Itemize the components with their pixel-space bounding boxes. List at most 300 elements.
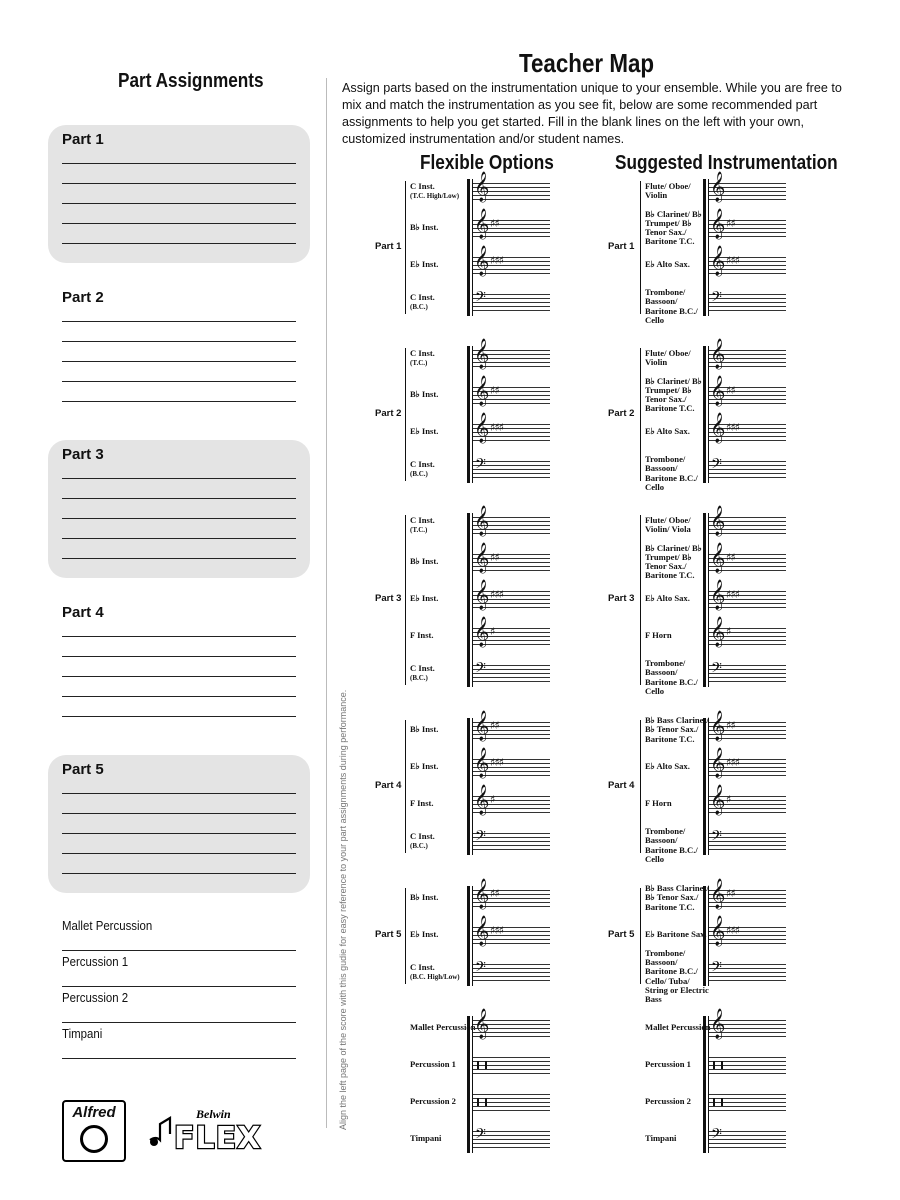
bass-clef-icon: 𝄢 xyxy=(475,828,486,848)
instrument-label xyxy=(645,377,711,414)
instrument-clef-note: (B.C. High/Low) xyxy=(410,973,460,981)
staff-line xyxy=(473,1094,550,1095)
key-signature-sharps: ♯ xyxy=(726,793,731,806)
instrument-name: B♭ Clarinet/ B♭ Trumpet/ B♭ Tenor Sax./ Baritone T.C. xyxy=(645,208,702,247)
key-signature-sharps: ♯♯♯ xyxy=(490,756,503,769)
bass-clef-icon: 𝄢 xyxy=(711,828,722,848)
assignment-write-line[interactable] xyxy=(62,696,296,697)
percussion-write-line[interactable] xyxy=(62,1058,296,1059)
instrument-label xyxy=(645,827,711,864)
music-staff xyxy=(709,916,786,946)
treble-clef-icon: 𝄞 xyxy=(474,339,490,369)
treble-clef-icon: 𝄞 xyxy=(474,617,490,647)
staff-line xyxy=(709,1069,786,1070)
part-assignment-label: Part 5 xyxy=(62,761,104,778)
staff-line xyxy=(473,1069,550,1070)
instrument-name: Percussion 1 xyxy=(645,1059,691,1070)
music-staff xyxy=(473,785,550,815)
staff-line xyxy=(709,681,786,682)
key-signature-sharps: ♯♯♯ xyxy=(726,421,739,434)
music-staff xyxy=(473,580,550,610)
assignment-write-line[interactable] xyxy=(62,636,296,637)
part-label-bracket xyxy=(405,515,406,685)
assignment-write-line[interactable] xyxy=(62,813,296,814)
instrument-label xyxy=(645,1060,711,1069)
belwin-logo-text: Belwin xyxy=(196,1107,231,1121)
assignment-write-line[interactable] xyxy=(62,341,296,342)
part-assignment-box xyxy=(48,125,310,263)
percussion-clef-icon xyxy=(713,1061,723,1069)
staff-line xyxy=(473,849,550,850)
music-staff xyxy=(709,828,786,849)
instrument-name: B♭ Inst. xyxy=(410,222,439,233)
music-staff xyxy=(473,209,550,239)
instrument-name: Trombone/ Bassoon/ Baritone B.C./ Cello xyxy=(645,287,698,325)
treble-clef-icon: 𝄞 xyxy=(710,580,726,610)
key-signature-sharps: ♯♯♯ xyxy=(726,254,739,267)
music-staff xyxy=(473,172,550,202)
instrument-name: F Inst. xyxy=(410,798,434,809)
percussion-assignment-label: Percussion 2 xyxy=(62,990,129,1005)
instrument-clef-note: (B.C.) xyxy=(410,674,428,682)
percussion-write-line[interactable] xyxy=(62,950,296,951)
bass-clef-icon: 𝄢 xyxy=(475,660,486,680)
instrument-name: C Inst. xyxy=(410,961,435,972)
staff-line xyxy=(709,477,786,478)
treble-clef-icon: 𝄞 xyxy=(710,339,726,369)
key-signature-sharps: ♯♯ xyxy=(726,551,735,564)
music-staff xyxy=(709,959,786,980)
part-label-bracket xyxy=(405,720,406,853)
music-staff xyxy=(473,339,550,369)
treble-clef-icon: 𝄞 xyxy=(474,879,490,909)
instrument-name: E♭ Alto Sax. xyxy=(645,761,690,772)
staff-line xyxy=(473,1110,550,1111)
percussion-write-line[interactable] xyxy=(62,986,296,987)
treble-clef-icon: 𝄞 xyxy=(474,916,490,946)
instrument-label xyxy=(645,594,711,603)
assignment-write-line[interactable] xyxy=(62,873,296,874)
key-signature-sharps: ♯♯ xyxy=(726,719,735,732)
flexible-options-title: Flexible Options xyxy=(420,152,554,174)
system-part-label: Part 4 xyxy=(375,779,402,791)
system-part-label: Part 2 xyxy=(375,407,402,419)
key-signature-sharps: ♯♯♯ xyxy=(726,756,739,769)
music-staff xyxy=(709,660,786,681)
system-part-label: Part 3 xyxy=(608,593,635,604)
instrument-label xyxy=(645,884,711,912)
music-staff xyxy=(709,748,786,778)
system-part-label: Part 3 xyxy=(375,593,402,604)
instrument-name: Timpani xyxy=(410,1133,442,1144)
bass-clef-icon: 𝄢 xyxy=(475,456,486,476)
assignment-write-line[interactable] xyxy=(62,243,296,244)
assignment-write-line[interactable] xyxy=(62,321,296,322)
instrument-label xyxy=(645,182,711,200)
instrument-label xyxy=(410,799,476,808)
instrument-name: Trombone/ Bassoon/ Baritone B.C./ Cello xyxy=(645,658,698,696)
music-staff xyxy=(709,209,786,239)
assignment-write-line[interactable] xyxy=(62,716,296,717)
key-signature-sharps: ♯♯♯ xyxy=(490,254,503,267)
music-note-icon xyxy=(150,1118,170,1140)
flex-logo-text: FLEX xyxy=(174,1121,262,1154)
assignment-write-line[interactable] xyxy=(62,183,296,184)
assignment-write-line[interactable] xyxy=(62,538,296,539)
part-label-bracket xyxy=(405,888,406,984)
music-staff xyxy=(473,1094,550,1110)
key-signature-sharps: ♯ xyxy=(490,793,495,806)
instrument-label xyxy=(645,930,711,939)
instrument-label xyxy=(410,460,476,479)
instrument-name: Flute/ Oboe/ Violin/ Viola xyxy=(645,514,691,534)
instrument-name: Timpani xyxy=(645,1133,677,1144)
music-staff xyxy=(709,785,786,815)
instrument-label xyxy=(645,799,711,808)
assignment-write-line[interactable] xyxy=(62,676,296,677)
instrument-name: Percussion 2 xyxy=(645,1096,691,1107)
instrument-name: F Horn xyxy=(645,798,672,809)
alfred-mark-icon xyxy=(80,1125,108,1153)
system-part-label: Part 5 xyxy=(375,929,402,940)
instrument-name: Trombone/ Bassoon/ Baritone B.C./ Cello xyxy=(645,454,698,492)
part-assignment-box xyxy=(48,440,310,578)
part-assignment-box xyxy=(48,598,310,736)
instrument-label xyxy=(645,659,711,696)
staff-line xyxy=(473,1073,550,1074)
intro-paragraph: Assign parts based on the instrumentation unique to your ensemble. While you are free to mix and match the instrumentation as you see fit, below are some recommended part assignments to help you get started. Fill in the blank lines on the left with your own, customized instrumentation and/or student names. xyxy=(342,81,842,146)
instrument-clef-note: (T.C. High/Low) xyxy=(410,192,460,200)
staff-line xyxy=(709,980,786,981)
instrument-name: Mallet Percussion xyxy=(410,1022,476,1033)
music-staff xyxy=(473,413,550,443)
instrument-name: Mallet Percussion xyxy=(645,1022,711,1033)
instrument-label xyxy=(410,664,476,683)
treble-clef-icon: 𝄞 xyxy=(474,376,490,406)
music-staff xyxy=(709,172,786,202)
part-label-bracket xyxy=(405,348,406,481)
assignment-write-line[interactable] xyxy=(62,853,296,854)
alfred-logo-text: Alfred xyxy=(72,1104,116,1121)
music-staff xyxy=(473,246,550,276)
instrument-label xyxy=(410,893,476,902)
percussion-assignment-label: Percussion 1 xyxy=(62,954,129,969)
instrument-name: Percussion 2 xyxy=(410,1096,456,1107)
treble-clef-icon: 𝄞 xyxy=(474,1009,490,1039)
staff-line xyxy=(473,1147,550,1148)
assignment-write-line[interactable] xyxy=(62,558,296,559)
music-staff xyxy=(709,1094,786,1110)
music-staff xyxy=(473,1057,550,1073)
staff-line xyxy=(709,849,786,850)
instrument-name: Trombone/ Bassoon/ Baritone B.C./ Cello/ Tuba/ String or Electric Bass xyxy=(645,948,709,1005)
staff-line xyxy=(473,980,550,981)
part-label-bracket xyxy=(405,181,406,314)
key-signature-sharps: ♯♯ xyxy=(490,551,499,564)
staff-line xyxy=(709,1147,786,1148)
instrument-name: E♭ Baritone Sax. xyxy=(645,929,707,940)
percussion-write-line[interactable] xyxy=(62,1022,296,1023)
instrument-label xyxy=(410,223,476,232)
treble-clef-icon: 𝄞 xyxy=(710,172,726,202)
treble-clef-icon: 𝄞 xyxy=(474,785,490,815)
assignment-write-line[interactable] xyxy=(62,401,296,402)
treble-clef-icon: 𝄞 xyxy=(710,711,726,741)
instrument-label xyxy=(645,210,711,247)
music-staff xyxy=(709,1057,786,1073)
assignment-write-line[interactable] xyxy=(62,793,296,794)
music-staff xyxy=(473,617,550,647)
instrument-label xyxy=(645,716,711,744)
music-staff xyxy=(473,748,550,778)
instrument-label xyxy=(645,631,711,640)
instrument-label xyxy=(645,949,711,1004)
assignment-write-line[interactable] xyxy=(62,163,296,164)
instrument-name: C Inst. xyxy=(410,514,435,525)
instrument-name: E♭ Inst. xyxy=(410,929,439,940)
treble-clef-icon: 𝄞 xyxy=(474,711,490,741)
music-staff xyxy=(709,506,786,536)
key-signature-sharps: ♯♯ xyxy=(726,217,735,230)
instrument-label xyxy=(645,762,711,771)
staff-line xyxy=(709,310,786,311)
instrument-label xyxy=(410,1134,476,1143)
key-signature-sharps: ♯♯♯ xyxy=(726,588,739,601)
assignment-write-line[interactable] xyxy=(62,478,296,479)
treble-clef-icon: 𝄞 xyxy=(710,1009,726,1039)
instrument-name: B♭ Inst. xyxy=(410,892,439,903)
instrument-name: C Inst. xyxy=(410,830,435,841)
treble-clef-icon: 𝄞 xyxy=(710,748,726,778)
percussion-assignment-label: Timpani xyxy=(62,1026,103,1041)
instrument-label xyxy=(410,349,476,368)
instrument-name: F Horn xyxy=(645,630,672,641)
instrument-label xyxy=(410,930,476,939)
instrument-label xyxy=(645,427,711,436)
instrument-name: C Inst. xyxy=(410,291,435,302)
music-staff xyxy=(473,828,550,849)
part-label-bracket xyxy=(640,348,641,481)
staff-line xyxy=(473,1106,550,1107)
instrument-name: B♭ Inst. xyxy=(410,724,439,735)
treble-clef-icon: 𝄞 xyxy=(710,376,726,406)
staff-line xyxy=(709,1110,786,1111)
suggested-instrumentation-title: Suggested Instrumentation xyxy=(615,152,838,174)
instrument-name: E♭ Alto Sax. xyxy=(645,259,690,270)
instrument-label xyxy=(645,1134,711,1143)
treble-clef-icon: 𝄞 xyxy=(474,413,490,443)
instrument-label xyxy=(410,293,476,312)
treble-clef-icon: 𝄞 xyxy=(474,506,490,536)
part-assignment-label: Part 2 xyxy=(62,289,104,306)
percussion-assignment-label: Mallet Percussion xyxy=(62,918,153,933)
assignment-write-line[interactable] xyxy=(62,381,296,382)
music-staff xyxy=(473,959,550,980)
part-label-bracket xyxy=(640,515,641,685)
assignment-write-line[interactable] xyxy=(62,833,296,834)
bass-clef-icon: 𝄢 xyxy=(711,660,722,680)
part-assignment-box xyxy=(48,283,310,421)
instrument-clef-note: (T.C.) xyxy=(410,359,428,367)
assignment-write-line[interactable] xyxy=(62,203,296,204)
instrument-name: E♭ Inst. xyxy=(410,593,439,604)
assignment-write-line[interactable] xyxy=(62,223,296,224)
key-signature-sharps: ♯♯ xyxy=(726,887,735,900)
assignment-write-line[interactable] xyxy=(62,656,296,657)
part-assignment-label: Part 3 xyxy=(62,446,104,463)
part-assignment-label: Part 1 xyxy=(62,131,104,148)
system-part-label: Part 5 xyxy=(608,929,635,940)
bass-clef-icon: 𝄢 xyxy=(711,1126,722,1146)
percussion-clef-icon xyxy=(477,1061,487,1069)
instrument-label xyxy=(410,631,476,640)
page-title: Teacher Map xyxy=(519,48,655,78)
instrument-name: B♭ Clarinet/ B♭ Trumpet/ B♭ Tenor Sax./ Baritone T.C. xyxy=(645,375,702,414)
instrument-name: B♭ Inst. xyxy=(410,556,439,567)
music-staff xyxy=(709,376,786,406)
instrument-label xyxy=(410,762,476,771)
treble-clef-icon: 𝄞 xyxy=(710,246,726,276)
instrument-label xyxy=(645,1023,711,1032)
instrument-label xyxy=(410,182,476,201)
instrument-label xyxy=(410,260,476,269)
treble-clef-icon: 𝄞 xyxy=(474,246,490,276)
assignment-write-line[interactable] xyxy=(62,498,296,499)
music-staff xyxy=(709,1126,786,1147)
instrument-name: B♭ Bass Clarinet/ B♭ Tenor Sax./ Baritone T.C. xyxy=(645,715,709,744)
system-bracket xyxy=(467,1016,470,1153)
instrument-name: C Inst. xyxy=(410,347,435,358)
music-staff xyxy=(473,456,550,477)
instrument-label xyxy=(410,516,476,535)
instrument-label xyxy=(410,557,476,566)
music-staff xyxy=(709,879,786,909)
treble-clef-icon: 𝄞 xyxy=(710,209,726,239)
instrument-label xyxy=(410,390,476,399)
key-signature-sharps: ♯♯♯ xyxy=(490,924,503,937)
treble-clef-icon: 𝄞 xyxy=(710,543,726,573)
column-divider xyxy=(326,78,327,1128)
instrument-name: E♭ Alto Sax. xyxy=(645,426,690,437)
key-signature-sharps: ♯♯♯ xyxy=(726,924,739,937)
treble-clef-icon: 𝄞 xyxy=(474,580,490,610)
belwin-flex-logo xyxy=(146,1104,286,1154)
music-staff xyxy=(709,617,786,647)
key-signature-sharps: ♯♯ xyxy=(490,887,499,900)
instrument-label xyxy=(410,725,476,734)
instrument-label xyxy=(410,1060,476,1069)
bass-clef-icon: 𝄢 xyxy=(475,289,486,309)
bass-clef-icon: 𝄢 xyxy=(711,456,722,476)
instrument-name: F Inst. xyxy=(410,630,434,641)
alignment-note: Align the left page of the score with this gudie for easy reference to your part assignments during performance. xyxy=(338,689,348,1130)
system-part-label: Part 2 xyxy=(608,407,635,419)
key-signature-sharps: ♯♯ xyxy=(490,217,499,230)
instrument-clef-note: (B.C.) xyxy=(410,842,428,850)
instrument-label xyxy=(410,832,476,851)
alfred-logo xyxy=(62,1100,126,1162)
instrument-name: C Inst. xyxy=(410,458,435,469)
music-staff xyxy=(709,246,786,276)
key-signature-sharps: ♯♯♯ xyxy=(490,421,503,434)
treble-clef-icon: 𝄞 xyxy=(710,413,726,443)
instrument-label xyxy=(645,455,711,492)
bass-clef-icon: 𝄢 xyxy=(475,959,486,979)
assignment-write-line[interactable] xyxy=(62,361,296,362)
music-staff xyxy=(473,543,550,573)
music-staff xyxy=(473,1009,550,1039)
treble-clef-icon: 𝄞 xyxy=(474,543,490,573)
system-part-label: Part 4 xyxy=(608,779,635,791)
treble-clef-icon: 𝄞 xyxy=(710,879,726,909)
system-part-label: Part 1 xyxy=(608,240,635,252)
instrument-name: E♭ Alto Sax. xyxy=(645,593,690,604)
instrument-name: Trombone/ Bassoon/ Baritone B.C./ Cello xyxy=(645,826,698,864)
music-staff xyxy=(709,580,786,610)
part-assignment-box xyxy=(48,755,310,893)
instrument-name: Flute/ Oboe/ Violin xyxy=(645,347,691,367)
treble-clef-icon: 𝄞 xyxy=(710,506,726,536)
bass-clef-icon: 𝄢 xyxy=(711,289,722,309)
system-bracket xyxy=(703,1016,706,1153)
instrument-name: B♭ Clarinet/ B♭ Trumpet/ B♭ Tenor Sax./ Baritone T.C. xyxy=(645,542,702,581)
music-staff xyxy=(473,376,550,406)
staff-line xyxy=(473,1057,550,1058)
instrument-label xyxy=(410,594,476,603)
instrument-name: Percussion 1 xyxy=(410,1059,456,1070)
treble-clef-icon: 𝄞 xyxy=(474,748,490,778)
instrument-name: E♭ Inst. xyxy=(410,426,439,437)
music-staff xyxy=(709,543,786,573)
percussion-clef-icon xyxy=(713,1098,723,1106)
instrument-label xyxy=(410,427,476,436)
key-signature-sharps: ♯♯ xyxy=(490,384,499,397)
music-staff xyxy=(473,289,550,310)
instrument-clef-note: (T.C.) xyxy=(410,526,428,534)
music-staff xyxy=(709,413,786,443)
instrument-name: E♭ Inst. xyxy=(410,761,439,772)
music-staff xyxy=(709,711,786,741)
staff-line xyxy=(473,681,550,682)
music-staff xyxy=(473,916,550,946)
music-staff xyxy=(709,339,786,369)
instrument-name: C Inst. xyxy=(410,662,435,673)
instrument-label xyxy=(645,516,711,534)
treble-clef-icon: 𝄞 xyxy=(474,172,490,202)
treble-clef-icon: 𝄞 xyxy=(710,617,726,647)
key-signature-sharps: ♯♯ xyxy=(726,384,735,397)
instrument-label xyxy=(410,1097,476,1106)
instrument-name: Flute/ Oboe/ Violin xyxy=(645,180,691,200)
instrument-label xyxy=(410,963,476,982)
part-label-bracket xyxy=(640,720,641,853)
instrument-label xyxy=(645,288,711,325)
instrument-name: C Inst. xyxy=(410,180,435,191)
bass-clef-icon: 𝄢 xyxy=(711,959,722,979)
music-staff xyxy=(709,456,786,477)
staff-line xyxy=(709,1106,786,1107)
part-assignment-label: Part 4 xyxy=(62,604,104,621)
key-signature-sharps: ♯ xyxy=(490,625,495,638)
treble-clef-icon: 𝄞 xyxy=(710,916,726,946)
staff-line xyxy=(473,310,550,311)
assignment-write-line[interactable] xyxy=(62,518,296,519)
system-part-label: Part 1 xyxy=(375,240,402,252)
instrument-name: E♭ Inst. xyxy=(410,259,439,270)
instrument-label xyxy=(645,349,711,367)
instrument-label xyxy=(645,260,711,269)
key-signature-sharps: ♯♯♯ xyxy=(490,588,503,601)
